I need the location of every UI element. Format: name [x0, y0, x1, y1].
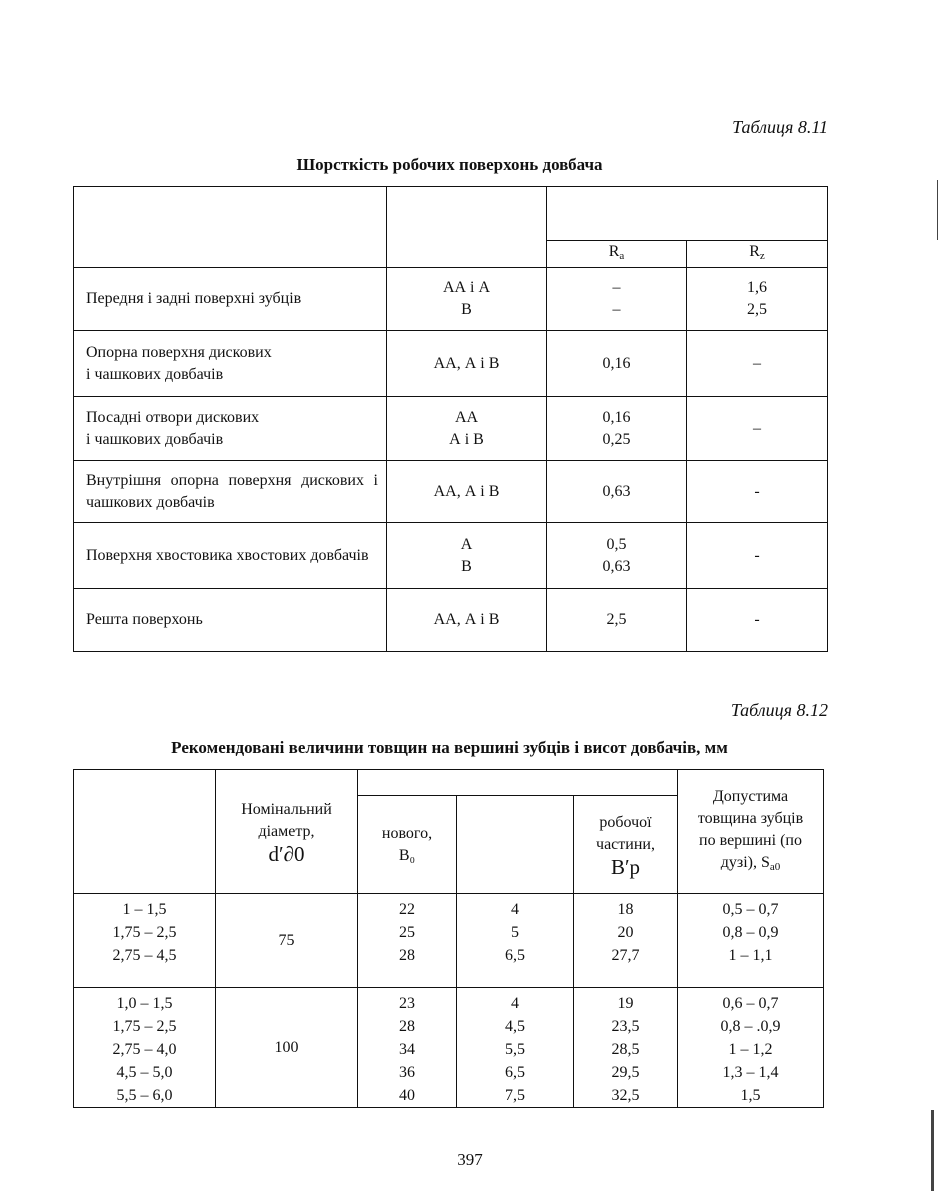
ra-cell: 2,5 — [547, 589, 687, 652]
table-row — [74, 523, 828, 589]
table-row — [74, 331, 828, 397]
table-row — [74, 589, 828, 652]
accuracy-class-cell: АА А і В — [387, 397, 547, 461]
working-height-cell: 18 20 27,7 — [574, 894, 678, 988]
accuracy-class-cell: АА, А і В — [387, 589, 547, 652]
page-number: 397 — [457, 1150, 483, 1169]
table1-caption: Таблиця 8.11 — [732, 117, 828, 137]
ra-cell: 0,16 — [547, 331, 687, 397]
header-surfaces — [74, 187, 387, 268]
table1-title: Шорсткість робочих поверхонь довбача — [296, 155, 603, 174]
scan-edge-line — [937, 180, 938, 240]
rz-cell: – — [687, 331, 828, 397]
diameter-symbol: d′∂0 — [268, 841, 305, 866]
working-height-cell: 19 23,5 28,5 29,5 32,5 — [574, 988, 678, 1108]
accuracy-class-cell: АА, А і В — [387, 461, 547, 523]
accuracy-class-cell: А В — [387, 523, 547, 589]
header-rz: $R_z$ — [687, 241, 828, 268]
worn-height-cell: 4 5 6,5 — [457, 894, 574, 988]
accuracy-class-cell: АА і А В — [387, 268, 547, 331]
shaper-dimensions-body — [74, 894, 824, 1108]
surface-cell: Внутрішня опорна поверхня дискових і чашкових довбачів — [74, 461, 387, 523]
table-row — [74, 461, 828, 523]
thickness-cell: 0,5 – 0,7 0,8 – 0,9 1 – 1,1 — [678, 894, 824, 988]
header-roughness-param — [547, 187, 828, 241]
surface-cell: Посадні отвори дискових і чашкових довбачів — [74, 397, 387, 461]
ra-cell: 0,16 0,25 — [547, 397, 687, 461]
diameter-cell: 100 — [216, 988, 358, 1108]
ra-cell: 0,63 — [547, 461, 687, 523]
rz-cell: 1,6 2,5 — [687, 268, 828, 331]
surface-cell: Решта поверхонь — [74, 589, 387, 652]
thickness-cell: 0,6 – 0,7 0,8 – .0,9 1 – 1,2 1,3 – 1,4 1,5 — [678, 988, 824, 1108]
shaper-dimensions-table — [73, 769, 824, 1108]
header-height-group — [358, 770, 678, 796]
surface-cell: Поверхня хвостовика хвостових довбачів — [74, 523, 387, 589]
header-new: нового, B₀ — [358, 796, 457, 894]
table-row — [74, 988, 824, 1108]
header-thickness: Допустима товщина зубців по вершині (по дузі), $S_{a0}$ — [678, 770, 824, 894]
accuracy-class-cell: АА, А і В — [387, 331, 547, 397]
table-row — [74, 397, 828, 461]
surface-cell: Передня і задні поверхні зубців — [74, 268, 387, 331]
rz-cell: - — [687, 523, 828, 589]
new-height-cell: 22 25 28 — [358, 894, 457, 988]
new-symbol: B₀ — [398, 846, 416, 864]
roughness-table — [73, 186, 828, 652]
table2-title: Рекомендовані величини товщин на вершині зубців і висот довбачів, мм — [171, 738, 728, 757]
table2-caption: Таблиця 8.12 — [730, 700, 828, 720]
rz-cell: - — [687, 589, 828, 652]
new-height-cell: 23 28 34 36 40 — [358, 988, 457, 1108]
header-worn — [457, 796, 574, 894]
worn-height-cell: 4 4,5 5,5 6,5 7,5 — [457, 988, 574, 1108]
header-accuracy-class — [387, 187, 547, 268]
surface-cell: Опорна поверхня дискових і чашкових довбачів — [74, 331, 387, 397]
header-diameter: Номінальний діаметр, d′∂0 — [216, 770, 358, 894]
table-row — [74, 268, 828, 331]
working-symbol: B′р — [610, 854, 641, 879]
module-cell: 1 – 1,5 1,75 – 2,5 2,75 – 4,5 — [74, 894, 216, 988]
module-cell: 1,0 – 1,5 1,75 – 2,5 2,75 – 4,0 4,5 – 5,0 5,5 – 6,0 — [74, 988, 216, 1108]
diameter-cell: 75 — [216, 894, 358, 988]
header-ra: $R_a$ — [547, 241, 687, 268]
ra-cell: 0,5 0,63 — [547, 523, 687, 589]
rz-cell: – — [687, 397, 828, 461]
header-working: робочої частини, B′р — [574, 796, 678, 894]
header-module — [74, 770, 216, 894]
rz-cell: - — [687, 461, 828, 523]
table-row — [74, 894, 824, 988]
ra-cell: – – — [547, 268, 687, 331]
roughness-table-body — [74, 268, 828, 652]
